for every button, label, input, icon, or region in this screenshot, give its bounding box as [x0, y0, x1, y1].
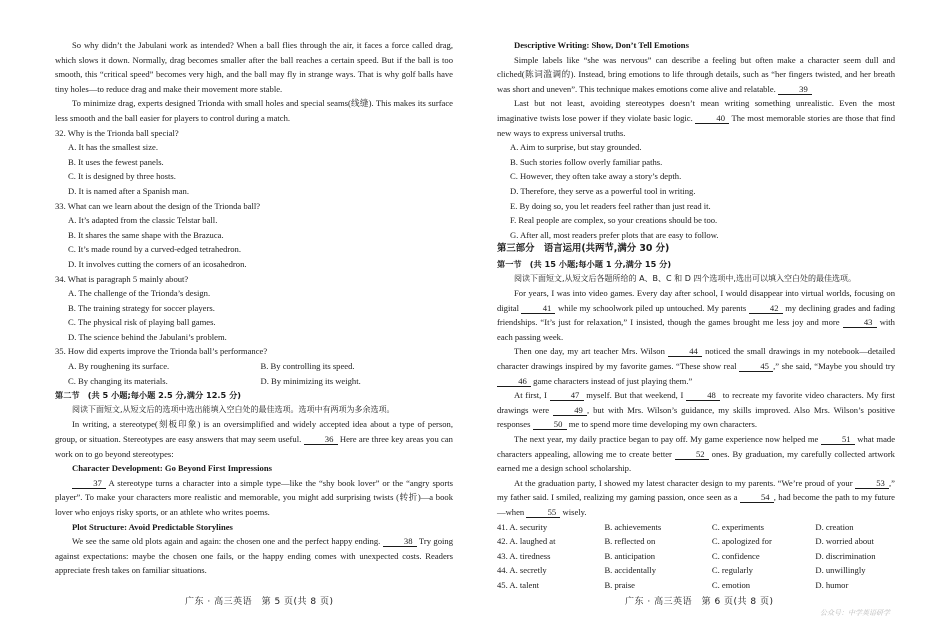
answer-44-d: D. unwillingly	[815, 565, 866, 576]
option-e: E. By doing so, you let readers feel rather than just read it.	[510, 200, 711, 211]
cloze-1-text-a: For years, I was into video games. Every day after school, I would disappear into virtual worlds, focusing on digital	[497, 288, 895, 313]
left-column	[55, 38, 453, 578]
section-2-title: 第二节 (共 5 小题;每小题 2.5 分,满分 12.5 分)	[55, 390, 241, 401]
answer-43-d: D. discrimination	[815, 550, 876, 561]
heading-plot-structure: Plot Structure: Avoid Predictable Storylines	[72, 521, 233, 532]
answer-44-c: C. regularly	[711, 565, 753, 576]
blank-48: 48	[686, 390, 720, 401]
blank-40: 40	[695, 113, 729, 124]
q35-options-row-1	[55, 359, 453, 374]
answer-43-b: B. anticipation	[604, 550, 656, 561]
option-d: D. Therefore, they serve as a powerful tool in writing.	[510, 185, 696, 196]
answer-43-a: 43. A. tiredness	[497, 550, 551, 561]
q32-option-d: D. It is named after a Spanish man.	[68, 185, 189, 196]
cloze-paragraph-3	[497, 388, 895, 432]
heading-descriptive-writing: Descriptive Writing: Show, Don’t Tell Emotions	[514, 40, 689, 50]
cloze-4-text-c: ones. By graduation, my carefully collected artwork earned me a design school scholarship.	[497, 448, 895, 474]
answer-42-a: 42. A. laughed at	[497, 536, 556, 547]
paragraph-character	[55, 476, 453, 520]
question-33: 33. What can we learn about the design of the Trionda ball?	[55, 200, 261, 211]
paragraph-minimize-drag: To minimize drag, experts designed Trionda with small holes and special seams(线缝). This makes its surface less smooth and the ball easier for players to control during a match.	[55, 98, 453, 123]
q33-option-d: D. It involves cutting the corners of an icosahedron.	[68, 258, 247, 269]
blank-38: 38	[383, 536, 417, 547]
blank-47: 47	[550, 390, 584, 401]
q34-option-d: D. The science behind the Jabulani’s problem.	[68, 331, 227, 342]
paragraph-drag: So why didn’t the Jabulani work as intended? When a ball flies through the air, it faces a force called drag, which slows it down. Normally, drag becomes smaller after the ball reaches a certain speed. But if the ball is too smooth, this “critical speed” becomes very high, and the ball may fly in strange ways. That is why golf balls have tiny holes—to reduce drag and make their movement more stable.	[55, 40, 453, 94]
option-a: A. Aim to surprise, but stay grounded.	[510, 142, 642, 153]
watermark: 公众号：中学英语研学	[820, 609, 890, 617]
answer-45-d: D. humor	[815, 579, 849, 590]
cloze-3-text-b: myself. But that weekend, I	[586, 390, 684, 401]
paragraph-stereotype-intro	[55, 417, 453, 461]
blank-36: 36	[304, 434, 338, 445]
blank-41: 41	[521, 303, 555, 314]
cloze-4-text-a: The next year, my daily practice began to pay off. My game experience now helped me	[514, 434, 819, 445]
answer-row-45	[497, 578, 895, 593]
part-3-title: 第三部分 语言运用(共两节,满分 30 分)	[497, 243, 670, 255]
cloze-5-text-a: At the graduation party, I showed my latest character design to my parents. “We’re proud of your	[514, 477, 853, 488]
plot-text-a: We see the same old plots again and again: the chosen one and the perfect happy ending.	[72, 536, 381, 547]
cloze-5-text-c: , had become the path to my future—when	[497, 492, 896, 517]
q35-option-c: C. By changing its materials.	[68, 375, 168, 386]
cloze-2-text-d: game characters instead of just playing them.”	[533, 375, 693, 386]
page-footer-right: 广东 · 高三英语 第 6 页(共 8 页)	[625, 597, 774, 607]
cloze-1-text-c: my declining grades and fading friendships. “It’s just for relaxation,” I insisted, though the games brought me less joy and more	[497, 302, 895, 328]
option-c: C. However, they often take away a story’s depth.	[510, 171, 682, 182]
answer-41-d: D. creation	[815, 521, 854, 532]
paragraph-descriptive	[497, 53, 895, 97]
question-35: 35. How did experts improve the Trionda ball’s performance?	[55, 346, 268, 357]
answer-42-b: B. reflected on	[604, 536, 656, 547]
blank-43: 43	[843, 317, 877, 328]
answer-45-b: B. praise	[604, 579, 636, 590]
heading-character-development: Character Development: Go Beyond First Impressions	[72, 463, 272, 474]
q35-option-b: B. By controlling its speed.	[260, 361, 355, 372]
blank-53: 53	[855, 478, 889, 489]
cloze-paragraph-5	[497, 476, 895, 520]
answer-42-d: D. worried about	[815, 536, 874, 547]
cloze-5-text-b: ,” my father said. I smiled, realizing my gaming passion, once seen as a	[497, 477, 895, 503]
cloze-1-text-b: while my schoolwork piled up untouched. My parents	[558, 302, 747, 313]
cloze-3-text-e: me to spend more time developing my own characters.	[568, 419, 758, 430]
q35-options-row-2	[55, 374, 453, 389]
character-text: A stereotype turns a character into a simple type—like the “shy book lover” or the “angry sports player”. To make your characters more realistic and memorable, you might add surprising twists (转折)—a book lover who enjoys risky sports, or an athlete who writes poems.	[55, 477, 453, 517]
q35-option-d: D. By minimizing its weight.	[260, 375, 361, 386]
cloze-paragraph-4	[497, 432, 895, 476]
answer-42-c: C. apologized for	[711, 536, 772, 547]
right-column	[497, 38, 895, 593]
answer-45-c: C. emotion	[711, 579, 751, 590]
blank-37: 37	[72, 478, 106, 489]
answer-row-43	[497, 549, 895, 564]
blank-44: 44	[668, 346, 702, 357]
answer-43-c: C. confidence	[711, 550, 760, 561]
q32-option-a: A. It has the smallest size.	[68, 142, 158, 153]
q35-option-a: A. By roughening its surface.	[68, 361, 170, 372]
question-32: 32. Why is the Trionda ball special?	[55, 127, 179, 138]
blank-54: 54	[740, 492, 774, 503]
q34-option-b: B. The training strategy for soccer players.	[68, 302, 215, 313]
option-g: G. After all, most readers prefer plots that are easy to follow.	[510, 229, 719, 240]
cloze-1-text-d: with each passing week.	[497, 317, 895, 342]
answer-44-a: 44. A. secretly	[497, 565, 547, 576]
cloze-paragraph-2	[497, 344, 895, 388]
blank-49: 49	[553, 405, 587, 416]
cloze-2-text-a: Then one day, my art teacher Mrs. Wilson	[514, 346, 665, 357]
answer-41-a: 41. A. security	[497, 521, 548, 532]
q32-option-b: B. It uses the fewest panels.	[68, 156, 164, 167]
q33-option-b: B. It shares the same shape with the Brazuca.	[68, 229, 224, 240]
blank-42: 42	[749, 303, 783, 314]
section-1-title: 第一节 (共 15 小题;每小题 1 分,满分 15 分)	[497, 258, 672, 269]
descriptive-text: Simple labels like “she was nervous” can describe a feeling but often make a character seem dull and cliched(陈词滥调的). Instead, bring emotions to life through details, such as “her fingers twisted, and her breath was short and uneven”. This technique makes emotions come alive and relatable.	[497, 54, 895, 94]
answer-41-c: C. experiments	[711, 521, 764, 532]
q34-option-c: C. The physical risk of playing ball games.	[68, 317, 216, 328]
cloze-3-text-d: , but with Mrs. Wilson’s guidance, my skills improved. Also Mrs. Wilson’s positive responses	[497, 404, 895, 430]
intro-text-b: Here are three key areas you can work on to go beyond stereotypes:	[55, 434, 453, 459]
blank-52: 52	[675, 449, 709, 460]
option-f: F. Real people are complex, so your creations should be too.	[510, 215, 718, 226]
section-2-instruction: 阅读下面短文,从短文后的选项中选出能填入空白处的最佳选项。选项中有两项为多余选项。	[72, 404, 395, 414]
q33-option-a: A. It’s adapted from the classic Telstar ball.	[68, 215, 218, 226]
answer-row-41	[497, 520, 895, 535]
answer-row-44	[497, 563, 895, 578]
blank-51: 51	[821, 434, 855, 445]
option-b: B. Such stories follow overly familiar paths.	[510, 156, 663, 167]
last-text-a: Last but not least, avoiding stereotypes doesn’t mean writing something unrealistic. Even the most imaginative twists lose power if they violate basic logic.	[497, 98, 895, 123]
q34-option-a: A. The challenge of the Trionda’s design.	[68, 288, 211, 299]
intro-text-a: In writing, a stereotype(刻板印象) is an oversimplified and widely accepted idea about a type of person, group, or situation. Stereotypes are easy answers that may seem useful.	[55, 419, 453, 445]
q33-option-c: C. It’s made round by a curved-edged tetrahedron.	[68, 244, 242, 255]
plot-text-b: Try going against expectations: maybe the chosen one fails, or the happy ending comes with unexpected costs. Readers appreciate fresh takes on familiar situations.	[55, 536, 453, 576]
cloze-4-text-b: what made characters appealing, allowing me to create better	[497, 434, 896, 459]
cloze-paragraph-1	[497, 286, 895, 344]
cloze-3-text-c: to recreate my favorite video characters. My first drawings were	[497, 390, 895, 415]
answer-44-b: B. accidentally	[604, 565, 656, 576]
answer-41-b: B. achievements	[604, 521, 662, 532]
answer-row-42	[497, 534, 895, 549]
blank-45: 45	[739, 361, 773, 372]
cloze-5-text-d: wisely.	[562, 507, 587, 517]
cloze-2-text-c: ,” she said, “Maybe you should try	[773, 361, 896, 372]
last-text-b: The most memorable stories are those that find new ways to express universal truths.	[497, 112, 895, 138]
answer-45-a: 45. A. talent	[497, 579, 540, 590]
blank-55: 55	[526, 507, 560, 518]
question-34: 34. What is paragraph 5 mainly about?	[55, 273, 189, 284]
cloze-2-text-b: noticed the small drawings in my notebook—detailed character drawings inspired by my favorite games. “These show real	[497, 346, 895, 372]
paragraph-plot	[55, 534, 453, 578]
blank-50: 50	[533, 419, 567, 430]
paragraph-last	[497, 96, 895, 140]
section-1-instruction: 阅读下面短文,从短文后各题所给的 A、B、C 和 D 四个选项中,选出可以填入空白处的最佳选项。	[514, 273, 856, 283]
cloze-3-text-a: At first, I	[514, 390, 547, 401]
q32-option-c: C. It is designed by three hosts.	[68, 171, 176, 182]
page-footer-left: 广东 · 高三英语 第 5 页(共 8 页)	[185, 597, 334, 607]
blank-46: 46	[497, 376, 531, 387]
blank-39: 39	[778, 84, 812, 95]
